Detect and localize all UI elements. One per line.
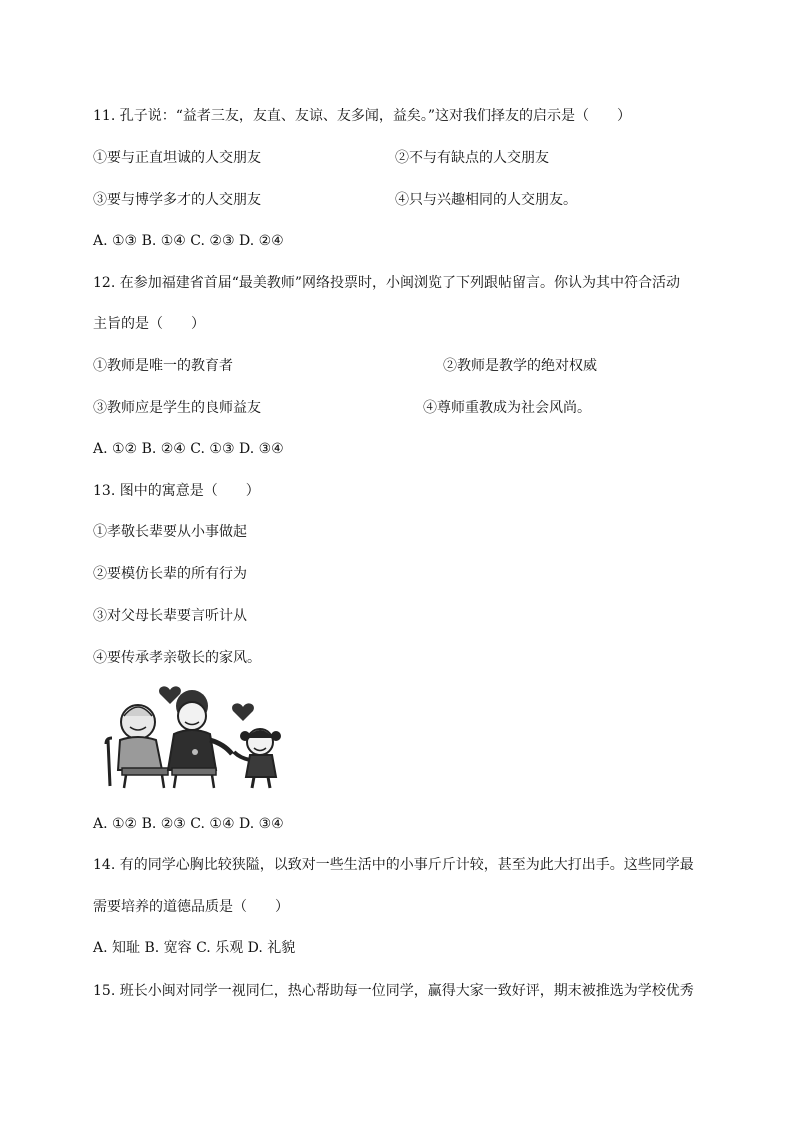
- question-11-statement-1: ①要与正直坦诚的人交朋友: [93, 150, 261, 166]
- question-13-choices: A. ①② B. ②③ C. ①④ D. ③④: [93, 816, 284, 832]
- heart-icon: [232, 703, 254, 721]
- question-13-statement-1: ①孝敬长辈要从小事做起: [93, 524, 247, 540]
- question-13-statement-3: ③对父母长辈要言听计从: [93, 608, 247, 624]
- question-12-statement-1: ①教师是唯一的教育者: [93, 358, 233, 374]
- question-15-stem-line-1: 15. 班长小闽对同学一视同仁，热心帮助每一位同学，赢得大家一致好评，期末被推选为学校优秀: [93, 983, 694, 999]
- question-14-stem-line-2: 需要培养的道德品质是（ ）: [93, 899, 289, 915]
- mother-figure: [168, 690, 232, 788]
- question-11-statement-4: ④只与兴趣相同的人交朋友。: [395, 192, 577, 208]
- question-11-stem: 11. 孔子说：“益者三友，友直、友谅、友多闻，益矣。”这对我们择友的启示是（ ）: [93, 108, 632, 124]
- question-13-stem: 13. 图中的寓意是（ ）: [93, 483, 260, 499]
- grandparent-figure: [118, 705, 168, 788]
- question-14-stem-line-1: 14. 有的同学心胸比较狭隘，以致对一些生活中的小事斤斤计较，甚至为此大打出手。这些同学最: [93, 857, 694, 873]
- question-12-stem-line-2: 主旨的是（ ）: [93, 316, 205, 332]
- question-11-statement-3: ③要与博学多才的人交朋友: [93, 192, 261, 208]
- question-12-statement-4: ④尊师重教成为社会风尚。: [423, 400, 591, 416]
- question-11-choices: A. ①③ B. ①④ C. ②③ D. ②④: [93, 233, 284, 249]
- family-illustration: [100, 682, 308, 792]
- question-11-statement-2: ②不与有缺点的人交朋友: [395, 150, 549, 166]
- question-13-statement-2: ②要模仿长辈的所有行为: [93, 566, 247, 582]
- question-14-choices: A. 知耻 B. 宽容 C. 乐观 D. 礼貌: [93, 940, 296, 956]
- question-12-statement-2: ②教师是教学的绝对权威: [443, 358, 597, 374]
- question-12-choices: A. ①② B. ②④ C. ①③ D. ③④: [93, 441, 284, 457]
- question-13-statement-4: ④要传承孝亲敬长的家风。: [93, 650, 261, 666]
- question-12-stem-line-1: 12. 在参加福建省首届“最美教师”网络投票时，小闽浏览了下列跟帖留言。你认为其中符合活动: [93, 275, 681, 291]
- child-figure: [234, 729, 281, 788]
- question-12-statement-3: ③教师应是学生的良师益友: [93, 400, 261, 416]
